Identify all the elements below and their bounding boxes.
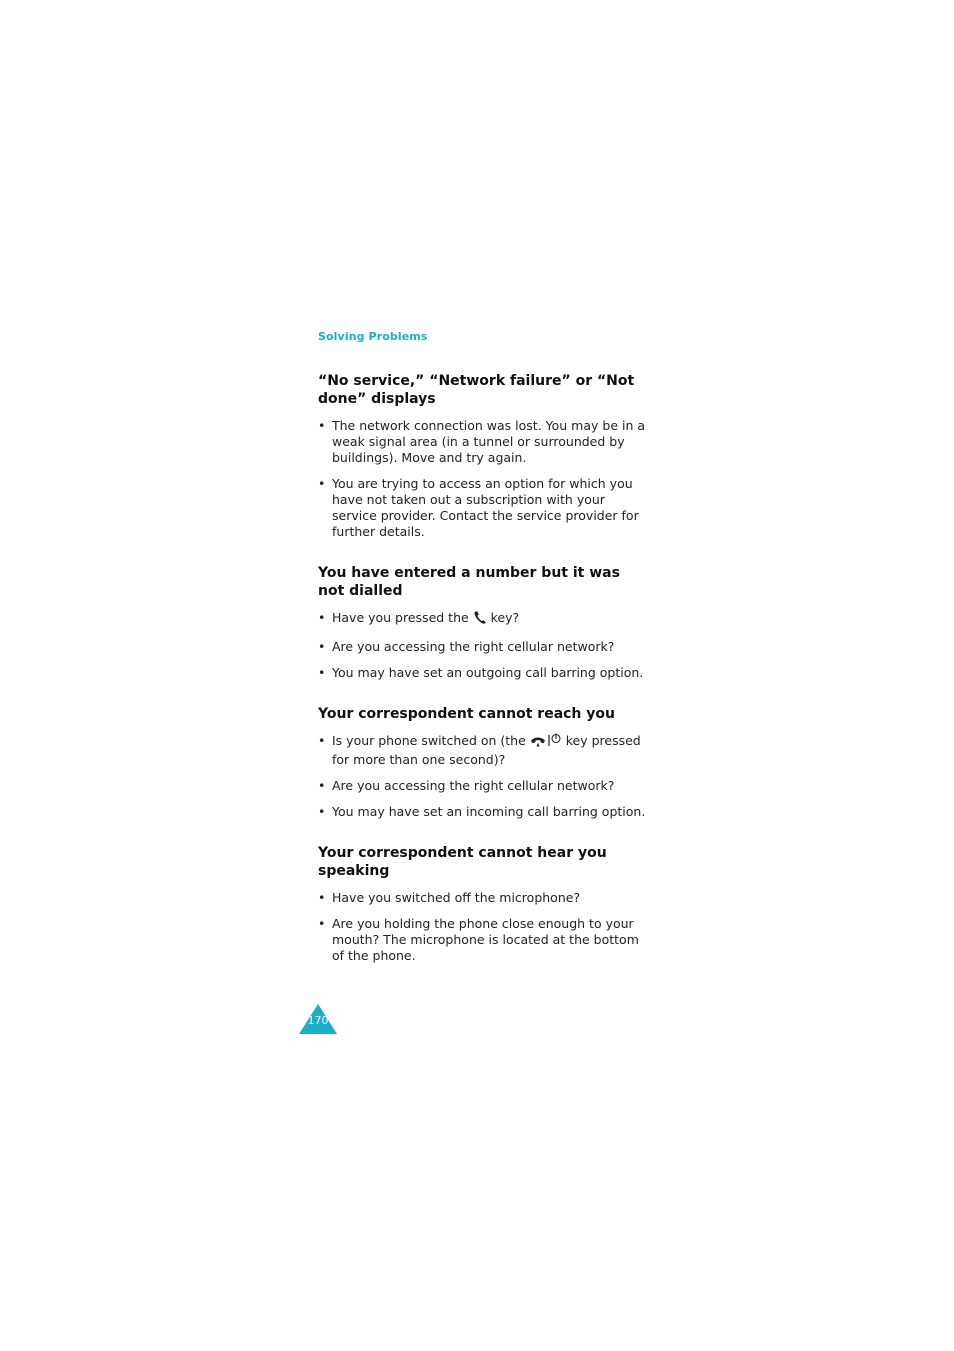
bullet-list (318, 610, 648, 681)
list-item (318, 733, 648, 768)
list-item (318, 610, 648, 629)
list-item-text: You may have set an incoming call barring option. (332, 804, 646, 819)
bullet: • (318, 890, 326, 905)
list-item-text: You may have set an outgoing call barring option. (332, 665, 644, 680)
section-heading: Your correspondent cannot reach you (318, 706, 615, 722)
list-item (318, 916, 648, 964)
section-no-service (318, 372, 648, 540)
page-content (318, 372, 648, 964)
list-item-text: The network connection was lost. You may be in a weak signal area (in a tunnel or surrounded by buildings). Move and try again. (332, 418, 646, 465)
list-item-text-after: key? (486, 610, 520, 625)
list-item-text: Have you switched off the microphone? (332, 890, 581, 905)
list-item-text: Are you accessing the right cellular network? (332, 639, 615, 654)
list-item (318, 665, 648, 681)
list-item (318, 890, 648, 906)
bullet: • (318, 639, 326, 654)
page-number: 170 (307, 1014, 329, 1027)
page-number-marker (298, 1003, 338, 1035)
bullet-list (318, 733, 648, 820)
list-item (318, 804, 648, 820)
bullet: • (318, 733, 326, 748)
list-item (318, 778, 648, 794)
bullet: • (318, 916, 326, 931)
bullet-list (318, 890, 648, 964)
list-item-text-after: key pressed for more than one second)? (332, 733, 641, 767)
section-heading: You have entered a number but it was not dialled (318, 565, 620, 599)
list-item-text: You are trying to access an option for which you have not taken out a subscription with your service provider. Contact the service provider for further details. (332, 476, 639, 539)
list-item-text-before: Have you pressed the (332, 610, 473, 625)
bullet: • (318, 610, 326, 625)
section-cannot-reach-you (318, 705, 648, 820)
bullet: • (318, 665, 326, 680)
section-heading: Your correspondent cannot hear you speaking (318, 845, 607, 879)
bullet: • (318, 476, 326, 491)
section-heading: “No service,” “Network failure” or “Not done” displays (318, 373, 635, 407)
bullet-list (318, 418, 648, 540)
list-item-text: Are you holding the phone close enough to your mouth? The microphone is located at the bottom of the phone. (332, 916, 639, 963)
send-key-icon (473, 610, 487, 629)
list-item (318, 476, 648, 540)
running-title: Solving Problems (318, 330, 428, 343)
list-item (318, 418, 648, 466)
section-number-not-dialled (318, 564, 648, 681)
bullet: • (318, 778, 326, 793)
bullet: • (318, 418, 326, 433)
list-item (318, 639, 648, 655)
list-item-text: Are you accessing the right cellular network? (332, 778, 615, 793)
list-item-text-before: Is your phone switched on (the (332, 733, 530, 748)
bullet: • (318, 804, 326, 819)
end-power-key-icon (530, 733, 562, 752)
section-cannot-hear-you (318, 844, 648, 964)
